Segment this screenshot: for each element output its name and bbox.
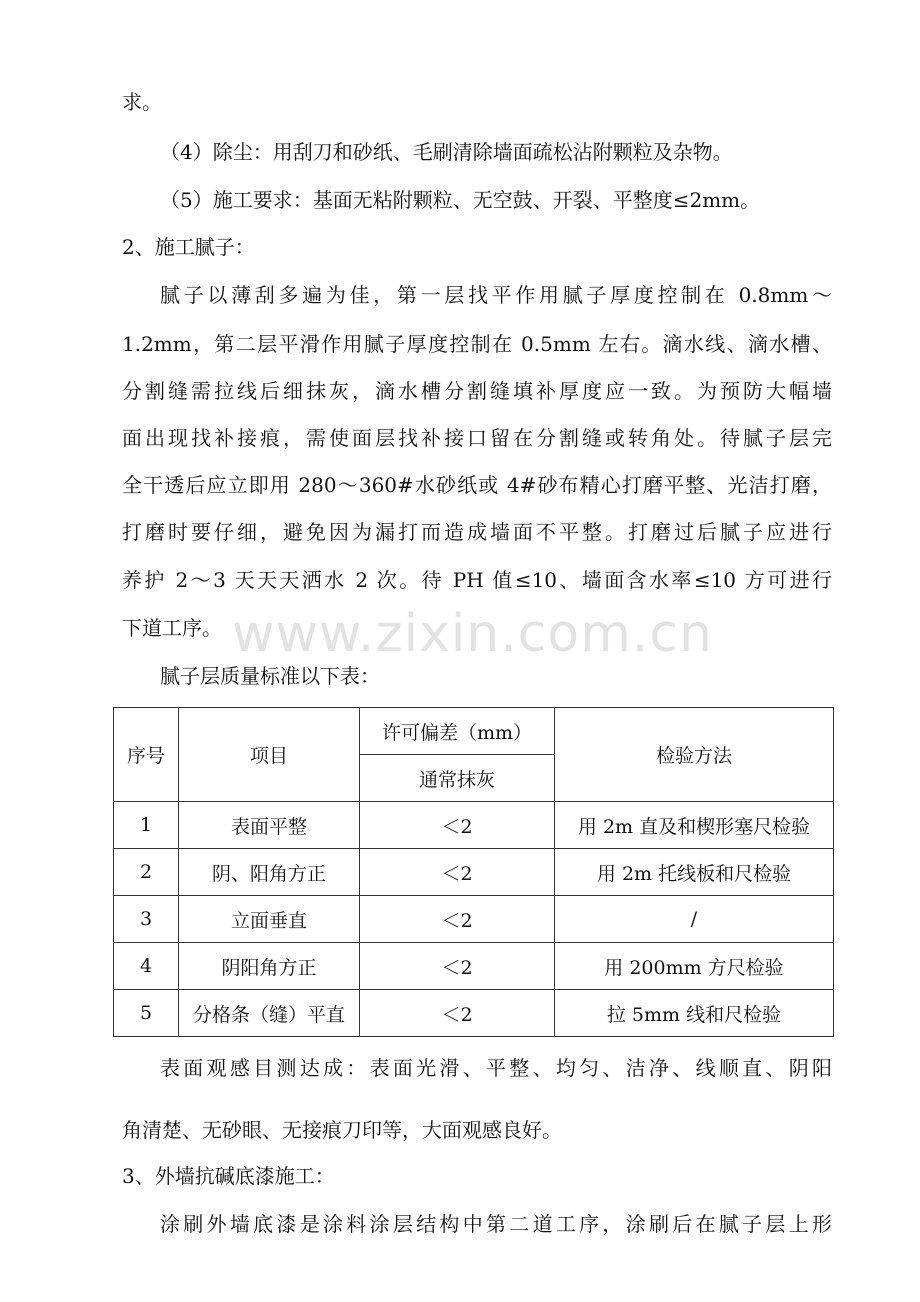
paragraph-line: 分割缝需拉线后细抹灰，滴水槽分割缝填补厚度应一致。为预防大幅墙 <box>122 379 832 403</box>
cell-method: 用 200mm 方尺检验 <box>555 943 834 990</box>
table-row <box>114 802 834 849</box>
cell-seq: 2 <box>114 849 179 896</box>
header-item: 项目 <box>179 708 360 802</box>
paragraph-line: 角清楚、无砂眼、无接痕刀印等，大面观感良好。 <box>122 1118 562 1142</box>
cell-item: 阴阳角方正 <box>179 943 360 990</box>
paragraph-line: 面出现找补接痕，需使面层找补接口留在分割缝或转角处。待腻子层完 <box>122 426 832 450</box>
table-row <box>114 849 834 896</box>
paragraph-line: 腻子以薄刮多遍为佳，第一层找平作用腻子厚度控制在 0.8mm～ <box>160 283 832 307</box>
paragraph-line: 全干透后应立即用 280～360#水砂纸或 4#砂布精心打磨平整、光洁打磨， <box>122 473 832 497</box>
table-caption: 腻子层质量标准以下表： <box>160 664 380 688</box>
paragraph-line: 养护 2～3 天天天洒水 2 次。待 PH 值≤10、墙面含水率≤10 方可进行 <box>122 568 832 592</box>
cell-method: 拉 5mm 线和尺检验 <box>555 990 834 1037</box>
cell-tolerance: ＜2 <box>360 943 555 990</box>
cell-seq: 3 <box>114 896 179 943</box>
cell-method: 用 2m 托线板和尺检验 <box>555 849 834 896</box>
cell-tolerance: ＜2 <box>360 896 555 943</box>
table-row <box>114 896 834 943</box>
paragraph-line: 1.2mm，第二层平滑作用腻子厚度控制在 0.5mm 左右。滴水线、滴水槽、 <box>122 332 832 356</box>
watermark: www.zixin.com.cn <box>232 604 713 664</box>
cell-item: 阴、阳角方正 <box>179 849 360 896</box>
paragraph-line: 求。 <box>122 90 162 114</box>
cell-method: / <box>555 896 834 943</box>
cell-tolerance: ＜2 <box>360 990 555 1037</box>
cell-item: 立面垂直 <box>179 896 360 943</box>
cell-method: 用 2m 直及和楔形塞尺检验 <box>555 802 834 849</box>
table-header-row <box>114 708 834 755</box>
table-row <box>114 943 834 990</box>
cell-seq: 5 <box>114 990 179 1037</box>
cell-tolerance: ＜2 <box>360 802 555 849</box>
header-method: 检验方法 <box>555 708 834 802</box>
cell-seq: 1 <box>114 802 179 849</box>
paragraph-line: 涂刷外墙底漆是涂料涂层结构中第二道工序，涂刷后在腻子层上形 <box>160 1212 832 1236</box>
paragraph-line: （4）除尘：用刮刀和砂纸、毛刷清除墙面疏松沾附颗粒及杂物。 <box>160 140 733 164</box>
cell-seq: 4 <box>114 943 179 990</box>
cell-item: 分格条（缝）平直 <box>179 990 360 1037</box>
header-seq: 序号 <box>114 708 179 802</box>
header-tolerance: 许可偏差（mm） <box>360 708 555 755</box>
section-heading: 3、外墙抗碱底漆施工： <box>122 1164 335 1188</box>
paragraph-line: （5）施工要求：基面无粘附颗粒、无空鼓、开裂、平整度≤2mm。 <box>160 188 761 212</box>
section-heading: 2、施工腻子： <box>122 235 255 259</box>
cell-tolerance: ＜2 <box>360 849 555 896</box>
cell-item: 表面平整 <box>179 802 360 849</box>
header-subcolumn: 通常抹灰 <box>360 755 555 802</box>
quality-standard-table <box>113 707 834 1037</box>
paragraph-line: 打磨时要仔细，避免因为漏打而造成墙面不平整。打磨过后腻子应进行 <box>122 520 832 544</box>
paragraph-line: 表面观感目测达成：表面光滑、平整、均匀、洁净、线顺直、阴阳 <box>160 1056 832 1080</box>
table-row <box>114 990 834 1037</box>
paragraph-line: 下道工序。 <box>122 616 222 640</box>
